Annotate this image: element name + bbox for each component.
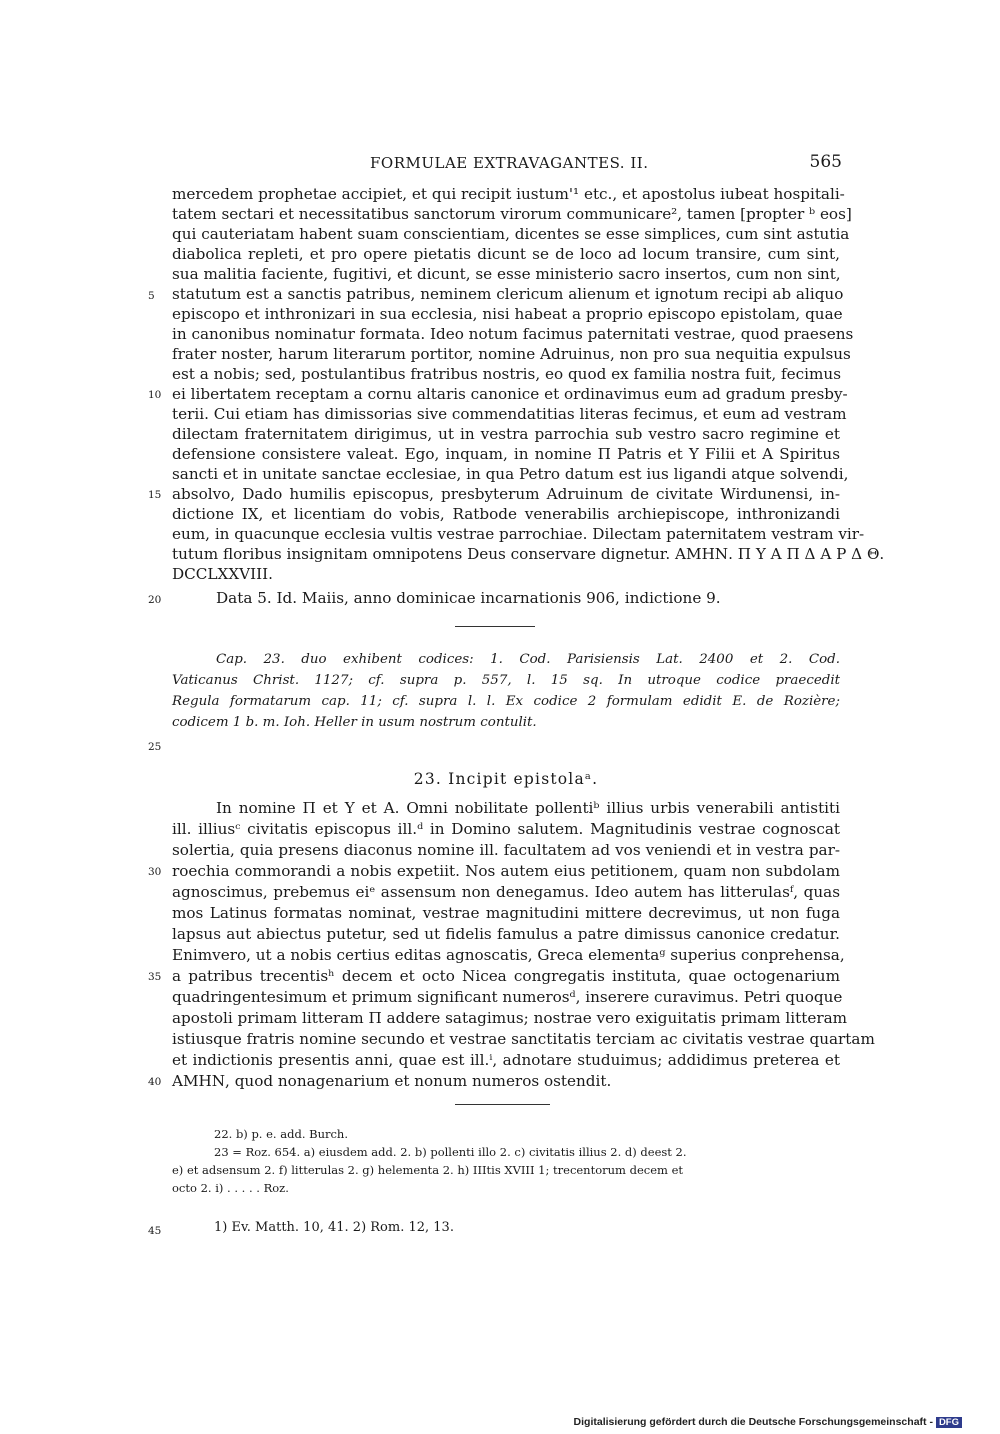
- page-header: [170, 154, 842, 178]
- text-line: episcopo et inthronizari in sua ecclesia, nisi habeat a proprio episcopo epistolam, quae: [172, 305, 843, 323]
- line-number: 30: [148, 866, 162, 878]
- digitization-credit: [574, 1416, 962, 1428]
- date-line: Data 5. Id. Maiis, anno dominicae incarnationis 906, indictione 9.: [216, 589, 721, 607]
- separator-rule: [455, 1104, 550, 1105]
- line-number: 40: [148, 1076, 162, 1088]
- text-line: a patribus trecentisʰ decem et octo Nicea congregatis instituta, quae octogenarium: [172, 967, 840, 985]
- dfg-logo: DFG: [936, 1417, 962, 1428]
- text-line: defensione consistere valeat. Ego, inquam, in nomine Π Patris et Υ Filii et Α Spiritus: [172, 445, 840, 463]
- text-line: tatem sectari et necessitatibus sanctorum virorum communicare², tamen [propter ᵇ eos]: [172, 205, 852, 223]
- separator-rule: [455, 626, 535, 627]
- text-line: roechia commorandi a nobis expetiit. Nos autem eius petitionem, quam non subdolam: [172, 862, 840, 880]
- text-line: mercedem prophetae accipiet, et qui recipit iustum'¹ etc., et apostolus iubeat hospitali-: [172, 185, 845, 203]
- section-heading: 23. Incipit epistolaᵃ.: [413, 770, 599, 788]
- line-number: 15: [148, 489, 162, 501]
- credit-text: Digitalisierung gefördert durch die Deutsche Forschungsgemeinschaft -: [573, 1416, 933, 1428]
- text-line: agnoscimus, prebemus eiᵉ assensum non denegamus. Ideo autem has litterulasᶠ, quas: [172, 883, 840, 901]
- text-line: sua malitia faciente, fugitivi, et dicunt, se esse ministerio sacro insertos, cum non sint,: [172, 265, 841, 283]
- text-line: solertia, quia presens diaconus nomine ill. facultatem ad vos veniendi et in vestra par-: [172, 841, 840, 859]
- apparatus-line: e) et adsensum 2. f) litterulas 2. g) helementa 2. h) IIItis XVIII 1; trecentorum decem et: [172, 1163, 684, 1177]
- text-line: lapsus aut abiectus putetur, sed ut fidelis famulus a patre dimissus canonice credatur.: [172, 925, 840, 943]
- text-line: statutum est a sanctis patribus, neminem clericum alienum et ignotum recipi ab aliquo: [172, 285, 844, 303]
- footnotes: 1) Ev. Matth. 10, 41. 2) Rom. 12, 13.: [214, 1220, 454, 1235]
- text-line: terii. Cui etiam has dimissorias sive commendatitias literas fecimus, et eum ad vestram: [172, 405, 847, 423]
- text-line: et indictionis presentis anni, quae est ill.ⁱ, adnotare studuimus; addidimus preterea et: [172, 1051, 840, 1069]
- intro-line: codicem 1 b. m. Ioh. Heller in usum nostrum contulit.: [172, 715, 537, 730]
- text-line: sancti et in unitate sanctae ecclesiae, in qua Petro datum est ius ligandi atque solvendi,: [172, 465, 849, 483]
- text-line: ΑΜΗΝ, quod nonagenarium et nonum numeros ostendit.: [172, 1072, 612, 1090]
- text-line: ill. illiusᶜ civitatis episcopus ill.ᵈ in Domino salutem. Magnitudinis vestrae cognoscat: [172, 820, 840, 838]
- intro-line: Cap. 23. duo exhibent codices: 1. Cod. Parisiensis Lat. 2400 et 2. Cod.: [216, 652, 840, 667]
- text-line: tutum floribus insignitam omnipotens Deus conservare dignetur. ΑΜΗΝ. Π Υ Α Π Δ Α Ρ Δ Θ.: [172, 545, 885, 563]
- text-line: diabolica repleti, et pro opere pietatis dicunt se de loco ad locum transire, cum sint,: [172, 245, 840, 263]
- text-line: est a nobis; sed, postulantibus fratribus nostris, eo quod ex familia nostra fuit, fecimus: [172, 365, 841, 383]
- text-line: DCCLXXVIII.: [172, 565, 273, 583]
- intro-line: Vaticanus Christ. 1127; cf. supra p. 557, l. 15 sq. In utroque codice praecedit: [172, 673, 840, 688]
- intro-line: Regula formatarum cap. 11; cf. supra l. l. Ex codice 2 formulam edidit E. de Rozière;: [172, 694, 840, 709]
- line-number: 45: [148, 1225, 162, 1237]
- text-line: in canonibus nominatur formata. Ideo notum facimus paternitati vestrae, quod praesens: [172, 325, 854, 343]
- text-line: In nomine Π et Υ et Α. Omni nobilitate pollentiᵇ illius urbis venerabili antistiti: [216, 799, 840, 817]
- line-number: 5: [148, 290, 155, 302]
- line-number: 20: [148, 594, 162, 606]
- line-number: 10: [148, 389, 162, 401]
- text-line: Enimvero, ut a nobis certius editas agnoscatis, Greca elementaᵍ superius conprehensa,: [172, 946, 845, 964]
- text-line: eum, in quacunque ecclesia vultis vestrae parrochiae. Dilectam paternitatem vestram vir-: [172, 525, 865, 543]
- text-line: apostoli primam litteram Π addere satagimus; nostrae vero exiguitatis primam litteram: [172, 1009, 848, 1027]
- text-line: dictione IX, et licentiam do vobis, Ratbode venerabilis archiepiscope, inthronizandi: [172, 505, 840, 523]
- text-line: qui cauteriatam habent suam conscientiam, dicentes se esse simplices, cum sint astutia: [172, 225, 850, 243]
- text-line: ei libertatem receptam a cornu altaris canonice et ordinavimus eum ad gradum presby-: [172, 385, 848, 403]
- page-number: 565: [809, 152, 842, 172]
- text-line: absolvo, Dado humilis episcopus, presbyterum Adruinum de civitate Wirdunensi, in-: [172, 485, 840, 503]
- line-number: 35: [148, 971, 162, 983]
- apparatus-line: 23 = Roz. 654. a) eiusdem add. 2. b) pollenti illo 2. c) civitatis illius 2. d) deest 2.: [214, 1145, 687, 1159]
- text-line: quadringentesimum et primum significant numerosᵈ, inserere curavimus. Petri quoque: [172, 988, 843, 1006]
- text-line: istiusque fratris nomine secundo et vestrae sanctitatis terciam ac civitatis vestrae quartam: [172, 1030, 875, 1048]
- text-line: frater noster, harum literarum portitor, nomine Adruinus, non pro sua nequitia expulsus: [172, 345, 851, 363]
- apparatus-line: octo 2. i) . . . . . Roz.: [172, 1181, 289, 1195]
- apparatus-line: 22. b) p. e. add. Burch.: [214, 1127, 348, 1141]
- text-line: dilectam fraternitatem dirigimus, ut in vestra parrochia sub vestro sacro regimine et: [172, 425, 840, 443]
- running-title: FORMULAE EXTRAVAGANTES. II.: [370, 154, 649, 172]
- line-number: 25: [148, 741, 162, 753]
- text-line: mos Latinus formatas nominat, vestrae magnitudini mittere decrevimus, ut non fuga: [172, 904, 840, 922]
